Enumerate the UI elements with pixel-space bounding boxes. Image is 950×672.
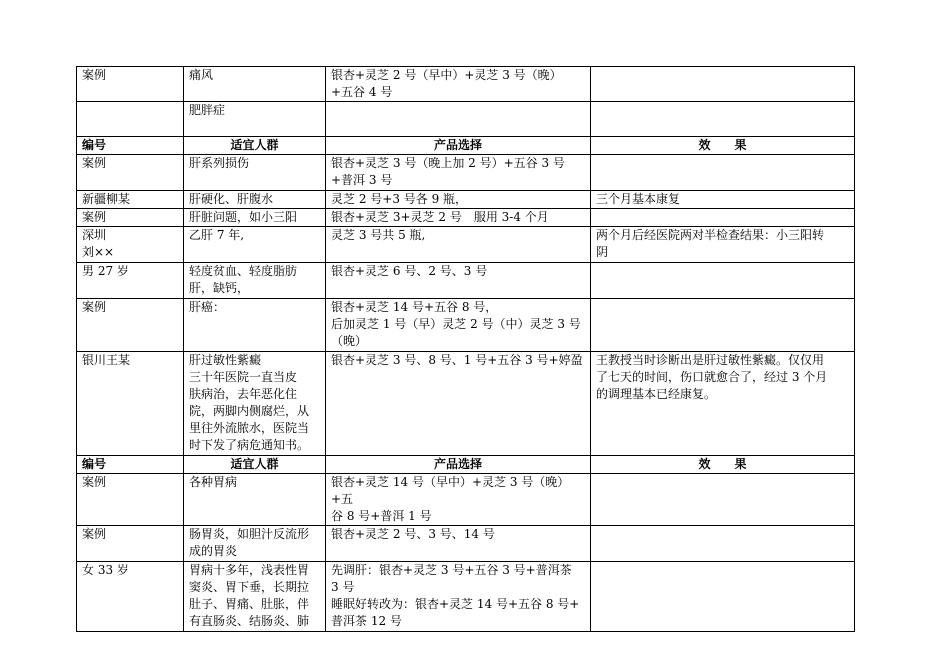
cell-group: 肝过敏性紫癜 三十年医院一直当皮 肤病治，去年恶化住 院，两脚内侧腐烂，从 里往外流脓水，医院当 时下发了病危通知书。 — [184, 352, 326, 456]
table-row — [77, 209, 855, 227]
cell-group: 肝系列损伤 — [184, 155, 326, 191]
header-product: 产品选择 — [326, 456, 591, 474]
header-id: 编号 — [77, 137, 184, 155]
header-effect: 效 果 — [591, 137, 855, 155]
cell-group: 胃病十多年，浅表性胃 窦炎、胃下垂，长期拉 肚子、胃痛、肚胀，伴 有直肠炎、结肠炎、肺 — [184, 562, 326, 632]
table-row — [77, 352, 855, 456]
cell-id: 案例 — [77, 209, 184, 227]
table-row — [77, 562, 855, 632]
cell-group: 各种胃病 — [184, 474, 326, 526]
product-case-table — [76, 66, 855, 632]
cell-effect: 三个月基本康复 — [591, 191, 855, 209]
cell-id: 案例 — [77, 526, 184, 562]
table-row — [77, 67, 855, 102]
cell-effect — [591, 102, 855, 137]
cell-group: 痛风 — [184, 67, 326, 102]
cell-id: 案例 — [77, 299, 184, 352]
cell-product: 银杏+灵芝 14 号（早中）+灵芝 3 号（晚）+五 谷 8 号+普洱 1 号 — [326, 474, 591, 526]
cell-product: 银杏+灵芝 6 号、2 号、3 号 — [326, 263, 591, 299]
cell-id — [77, 102, 184, 137]
cell-product: 银杏+灵芝 3+灵芝 2 号 服用 3-4 个月 — [326, 209, 591, 227]
cell-id: 案例 — [77, 67, 184, 102]
cell-effect — [591, 155, 855, 191]
cell-product: 银杏+灵芝 3 号（晚上加 2 号）+五谷 3 号 +普洱 3 号 — [326, 155, 591, 191]
cell-product: 银杏+灵芝 3 号、8 号、1 号+五谷 3 号+婷盈 — [326, 352, 591, 456]
table-row — [77, 263, 855, 299]
cell-effect — [591, 263, 855, 299]
table-row — [77, 102, 855, 137]
table-header-row — [77, 137, 855, 155]
cell-effect: 王教授当时诊断出是肝过敏性紫癜。仅仅用 了七天的时间，伤口就愈合了，经过 3 个月 的调理基本已经康复。 — [591, 352, 855, 456]
cell-id: 银川王某 — [77, 352, 184, 456]
cell-product: 银杏+灵芝 14 号+五谷 8 号， 后加灵芝 1 号（早）灵芝 2 号（中）灵芝 3 号 （晚） — [326, 299, 591, 352]
header-id: 编号 — [77, 456, 184, 474]
table-row — [77, 474, 855, 526]
cell-group: 肝脏问题，如小三阳 — [184, 209, 326, 227]
cell-group: 肝癌： — [184, 299, 326, 352]
cell-effect — [591, 474, 855, 526]
cell-effect: 两个月后经医院两对半检查结果：小三阳转 阴 — [591, 227, 855, 263]
cell-effect — [591, 526, 855, 562]
cell-id: 深圳 刘×× — [77, 227, 184, 263]
cell-effect — [591, 67, 855, 102]
table-row — [77, 526, 855, 562]
cell-product — [326, 102, 591, 137]
cell-product: 灵芝 3 号共 5 瓶, — [326, 227, 591, 263]
header-group: 适宜人群 — [184, 137, 326, 155]
cell-id: 新疆柳某 — [77, 191, 184, 209]
cell-group: 肠胃炎，如胆汁反流形 成的胃炎 — [184, 526, 326, 562]
cell-id: 女 33 岁 — [77, 562, 184, 632]
cell-product: 银杏+灵芝 2 号、3 号、14 号 — [326, 526, 591, 562]
cell-id: 男 27 岁 — [77, 263, 184, 299]
cell-group: 肝硬化、肝腹水 — [184, 191, 326, 209]
table-row — [77, 299, 855, 352]
table-row — [77, 227, 855, 263]
cell-id: 案例 — [77, 155, 184, 191]
cell-product: 灵芝 2 号+3 号各 9 瓶， — [326, 191, 591, 209]
table-header-row — [77, 456, 855, 474]
cell-effect — [591, 299, 855, 352]
cell-group: 乙肝 7 年, — [184, 227, 326, 263]
cell-effect — [591, 209, 855, 227]
cell-id: 案例 — [77, 474, 184, 526]
header-effect: 效 果 — [591, 456, 855, 474]
header-group: 适宜人群 — [184, 456, 326, 474]
table-row — [77, 155, 855, 191]
table-row — [77, 191, 855, 209]
cell-group: 肥胖症 — [184, 102, 326, 137]
cell-product: 先调肝：银杏+灵芝 3 号+五谷 3 号+普洱茶 3 号 睡眠好转改为：银杏+灵芝 14 号+五谷 8 号+ 普洱茶 12 号 — [326, 562, 591, 632]
cell-effect — [591, 562, 855, 632]
cell-product: 银杏+灵芝 2 号（早中）+灵芝 3 号（晚） +五谷 4 号 — [326, 67, 591, 102]
header-product: 产品选择 — [326, 137, 591, 155]
cell-group: 轻度贫血、轻度脂肪 肝，缺钙， — [184, 263, 326, 299]
